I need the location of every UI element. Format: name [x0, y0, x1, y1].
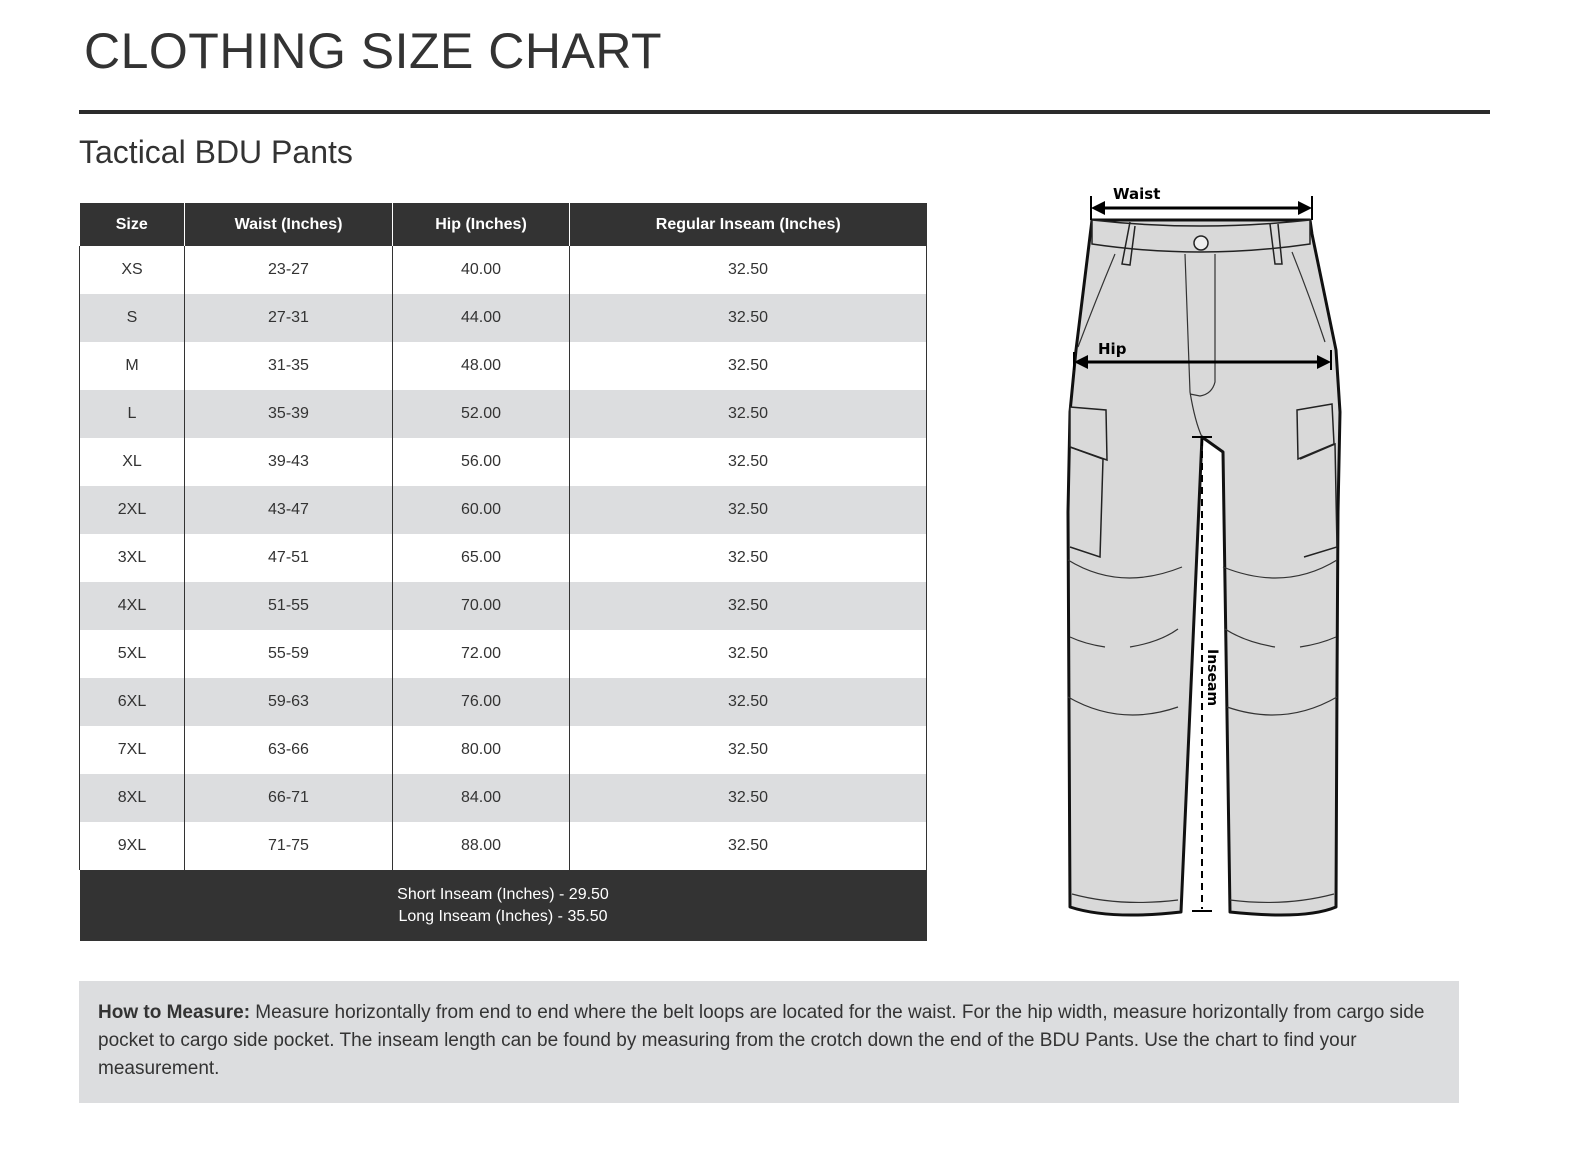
hip-cell: 44.00 — [393, 294, 570, 342]
column-header-size: Size — [80, 203, 185, 246]
inseam-options — [80, 870, 927, 941]
table-row — [80, 438, 927, 486]
size-cell: 6XL — [80, 678, 185, 726]
inseam-cell: 32.50 — [570, 774, 927, 822]
how-to-measure-text: Measure horizontally from end to end where the belt loops are located for the waist. For the hip width, measure horizontally from cargo side pocket to cargo side pocket. The inseam length can be found by measuring from the crotch down the end of the BDU Pants. Use the chart to find your measurement. — [98, 1002, 1425, 1079]
short-inseam-note: Short Inseam (Inches) - 29.50 — [397, 885, 609, 903]
size-cell: M — [80, 342, 185, 390]
size-cell: L — [80, 390, 185, 438]
waist-cell: 51-55 — [185, 582, 393, 630]
pants-outline — [1068, 220, 1340, 915]
how-to-measure-box — [79, 981, 1459, 1103]
table-row — [80, 390, 927, 438]
table-footer-row — [80, 870, 927, 941]
hip-cell: 70.00 — [393, 582, 570, 630]
hip-cell: 84.00 — [393, 774, 570, 822]
inseam-label: Inseam — [1204, 649, 1220, 707]
table-row — [80, 294, 927, 342]
table-row — [80, 582, 927, 630]
inseam-cell: 32.50 — [570, 438, 927, 486]
waist-cell: 39-43 — [185, 438, 393, 486]
inseam-cell: 32.50 — [570, 390, 927, 438]
size-cell: XL — [80, 438, 185, 486]
pants-measurement-diagram — [1060, 182, 1350, 922]
size-cell: 7XL — [80, 726, 185, 774]
title-divider — [79, 110, 1490, 114]
size-cell: 5XL — [80, 630, 185, 678]
product-subtitle: Tactical BDU Pants — [79, 134, 353, 170]
waist-cell: 23-27 — [185, 246, 393, 294]
table-row — [80, 726, 927, 774]
inseam-cell: 32.50 — [570, 630, 927, 678]
table-row — [80, 630, 927, 678]
inseam-cell: 32.50 — [570, 678, 927, 726]
table-row — [80, 678, 927, 726]
waist-cell: 27-31 — [185, 294, 393, 342]
table-row — [80, 534, 927, 582]
table-row — [80, 486, 927, 534]
size-table — [79, 203, 927, 941]
waist-cell: 55-59 — [185, 630, 393, 678]
hip-cell: 48.00 — [393, 342, 570, 390]
hip-cell: 60.00 — [393, 486, 570, 534]
column-header-inseam: Regular Inseam (Inches) — [570, 203, 927, 246]
hip-cell: 65.00 — [393, 534, 570, 582]
table-row — [80, 822, 927, 870]
inseam-cell: 32.50 — [570, 294, 927, 342]
size-cell: 3XL — [80, 534, 185, 582]
hip-cell: 52.00 — [393, 390, 570, 438]
waist-cell: 63-66 — [185, 726, 393, 774]
column-header-waist: Waist (Inches) — [185, 203, 393, 246]
size-cell: 8XL — [80, 774, 185, 822]
hip-cell: 88.00 — [393, 822, 570, 870]
inseam-cell: 32.50 — [570, 342, 927, 390]
table-header-row — [80, 203, 927, 246]
page-title: CLOTHING SIZE CHART — [84, 23, 663, 79]
size-cell: S — [80, 294, 185, 342]
hip-cell: 72.00 — [393, 630, 570, 678]
inseam-cell: 32.50 — [570, 726, 927, 774]
size-cell: 2XL — [80, 486, 185, 534]
waist-cell: 59-63 — [185, 678, 393, 726]
how-to-measure-label: How to Measure: — [98, 1002, 251, 1023]
waist-label: Waist — [1113, 185, 1161, 203]
long-inseam-note: Long Inseam (Inches) - 35.50 — [398, 907, 608, 925]
size-cell: 4XL — [80, 582, 185, 630]
inseam-cell: 32.50 — [570, 246, 927, 294]
size-cell: 9XL — [80, 822, 185, 870]
inseam-cell: 32.50 — [570, 486, 927, 534]
size-cell: XS — [80, 246, 185, 294]
inseam-cell: 32.50 — [570, 534, 927, 582]
hip-cell: 56.00 — [393, 438, 570, 486]
waist-button — [1194, 236, 1208, 250]
inseam-cell: 32.50 — [570, 582, 927, 630]
hip-cell: 80.00 — [393, 726, 570, 774]
inseam-cell: 32.50 — [570, 822, 927, 870]
table-row — [80, 342, 927, 390]
column-header-hip: Hip (Inches) — [393, 203, 570, 246]
waist-cell: 35-39 — [185, 390, 393, 438]
hip-cell: 76.00 — [393, 678, 570, 726]
hip-label: Hip — [1098, 340, 1127, 358]
waist-cell: 66-71 — [185, 774, 393, 822]
table-row — [80, 774, 927, 822]
table-row — [80, 246, 927, 294]
waist-cell: 71-75 — [185, 822, 393, 870]
waist-cell: 47-51 — [185, 534, 393, 582]
hip-cell: 40.00 — [393, 246, 570, 294]
waist-cell: 43-47 — [185, 486, 393, 534]
waist-cell: 31-35 — [185, 342, 393, 390]
